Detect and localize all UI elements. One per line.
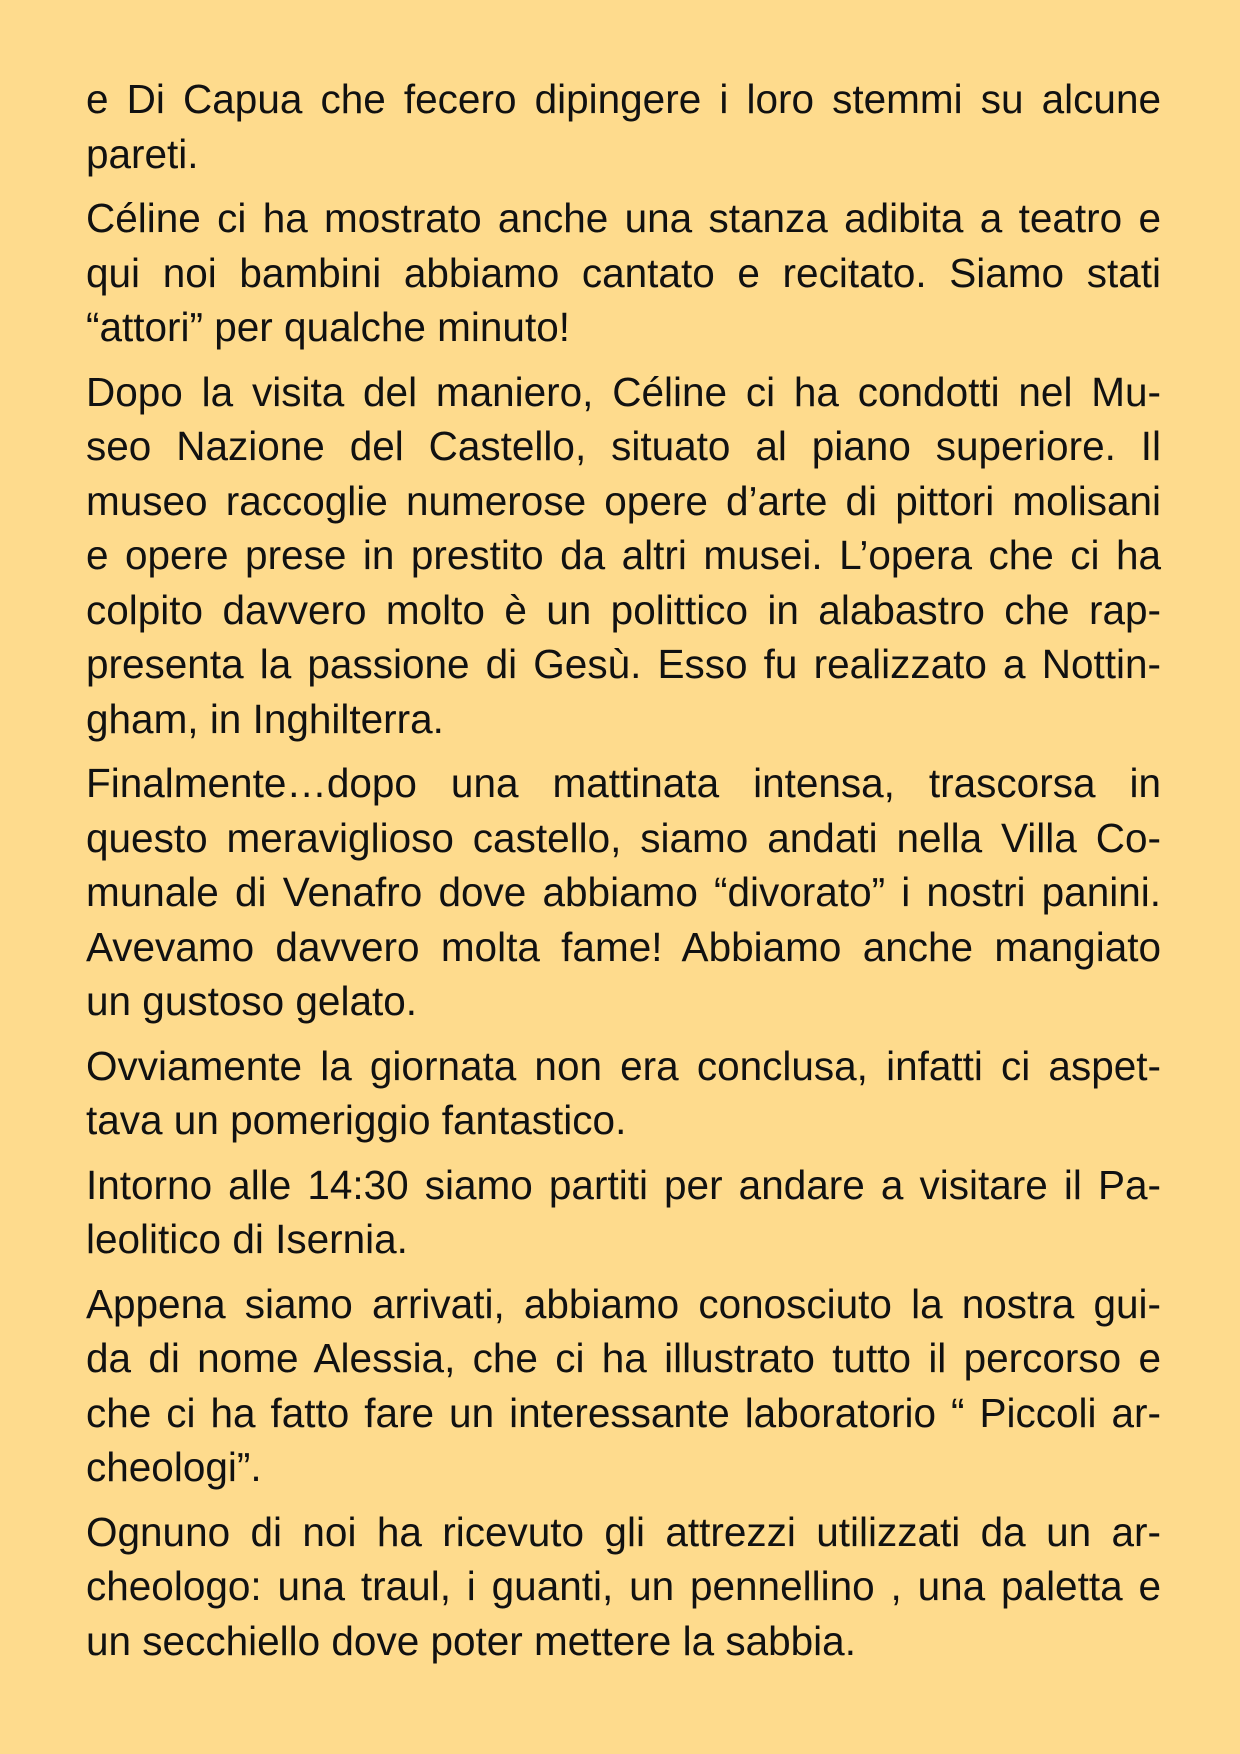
paragraph-5 xyxy=(86,1039,1161,1148)
text-line: seo Nazione del Castello, situato al piano superiore. Il xyxy=(86,423,1161,469)
text-line: presenta la passione di Gesù. Esso fu realizzato a Nottin- xyxy=(86,641,1161,687)
text-line: cheologi”. xyxy=(86,1444,262,1490)
text-line: “attori” per qualche minuto! xyxy=(86,304,570,350)
text-line: leolitico di Isernia. xyxy=(86,1216,408,1262)
text-line: un secchiello dove poter mettere la sabbia. xyxy=(86,1617,856,1664)
text-line: qui noi bambini abbiamo cantato e recitato. Siamo stati xyxy=(86,249,1161,296)
text-line: questo meraviglioso castello, siamo andati nella Villa Co- xyxy=(86,814,1161,861)
text-line: colpito davvero molto è un polittico in alabastro che rap- xyxy=(86,586,1161,633)
paragraph-2 xyxy=(86,191,1161,355)
text-line: Avevamo davvero molta fame! Abbiamo anche mangiato xyxy=(86,923,1161,970)
text-line: Appena siamo arrivati, abbiamo conosciuto la nostra gui- xyxy=(86,1280,1161,1327)
paragraph-3 xyxy=(86,365,1161,747)
text-line: gham, in Inghilterra. xyxy=(86,695,444,742)
text-line: Finalmente…dopo una mattinata intensa, trascorsa in xyxy=(86,760,1161,806)
text-line: Dopo la visita del maniero, Céline ci ha condotti nel Mu- xyxy=(86,368,1161,415)
body-text xyxy=(86,72,1161,1678)
text-line: e Di Capua che fecero dipingere i loro stemmi su alcune xyxy=(86,76,1161,122)
text-line: un gustoso gelato. xyxy=(86,978,418,1024)
text-line: Céline ci ha mostrato anche una stanza adibita a teatro e xyxy=(86,195,1161,241)
paragraph-8 xyxy=(86,1505,1161,1669)
text-line: da di nome Alessia, che ci ha illustrato tutto il percorso e xyxy=(86,1335,1161,1381)
text-line: che ci ha fatto fare un interessante laboratorio “ Piccoli ar- xyxy=(86,1389,1161,1436)
text-line: museo raccoglie numerose opere d’arte di pittori molisani xyxy=(86,477,1161,524)
paragraph-1 xyxy=(86,72,1161,181)
paragraph-4 xyxy=(86,756,1161,1029)
paragraph-7 xyxy=(86,1277,1161,1495)
text-line: Intorno alle 14:30 siamo partiti per andare a visitare il Pa- xyxy=(86,1161,1161,1208)
paragraph-6 xyxy=(86,1158,1161,1267)
text-line: cheologo: una traul, i guanti, un pennellino , una paletta e xyxy=(86,1563,1161,1609)
text-line: e opere prese in prestito da altri musei. L’opera che ci ha xyxy=(86,532,1161,578)
text-line: munale di Venafro dove abbiamo “divorato” i nostri panini. xyxy=(86,869,1161,915)
text-line: tava un pomeriggio fantastico. xyxy=(86,1097,627,1143)
text-line: Ognuno di noi ha ricevuto gli attrezzi utilizzati da un ar- xyxy=(86,1508,1161,1555)
text-line: Ovviamente la giornata non era conclusa, infatti ci aspet- xyxy=(86,1042,1161,1089)
text-line: pareti. xyxy=(86,130,199,177)
